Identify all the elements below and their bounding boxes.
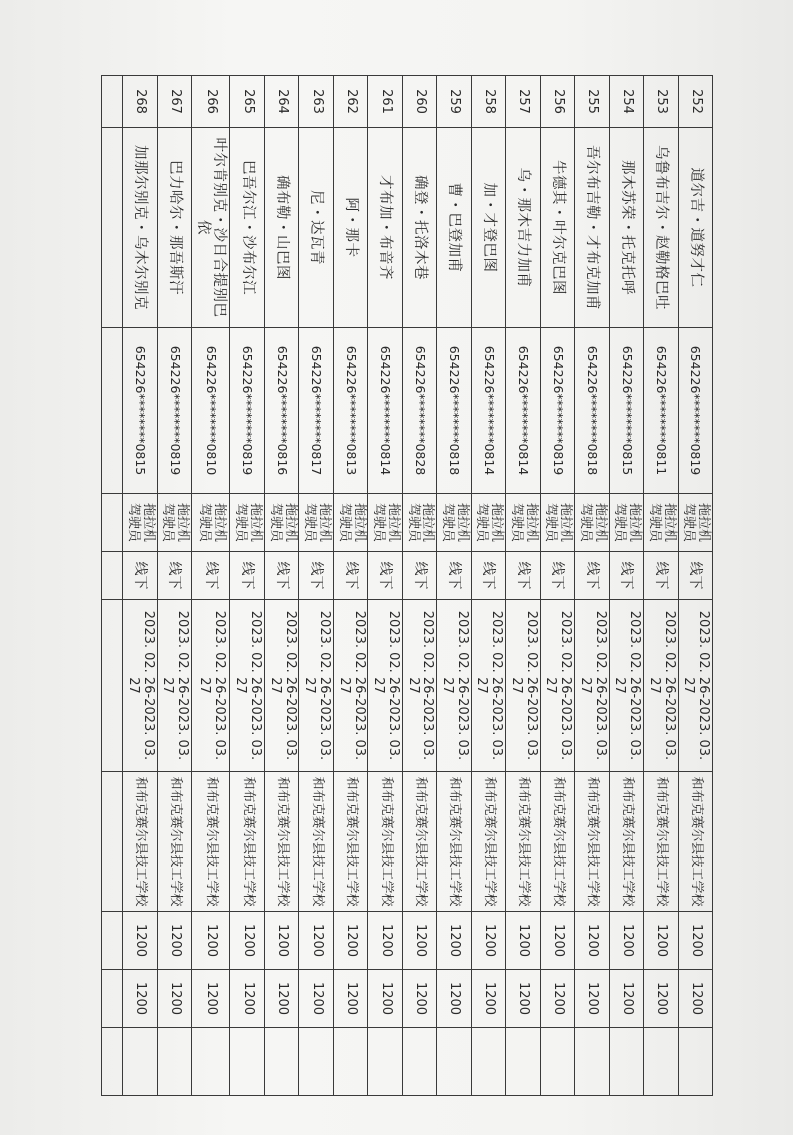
subsidy-amount: 1200	[644, 912, 678, 970]
training-period: 2023. 02. 26-2023. 03. 27	[123, 600, 158, 772]
roster-body	[102, 76, 713, 1096]
id-number: 654226********0817	[299, 328, 333, 494]
trainee-name: 叶尔肯别克・沙日合提别巴依	[192, 128, 230, 328]
id-number: 654226********0811	[644, 328, 678, 494]
row-number: 265	[230, 76, 264, 128]
rotated-table-frame	[101, 75, 713, 1095]
trainee-name: 尼・达瓦青	[299, 128, 333, 328]
table-row	[609, 76, 643, 1096]
training-period: 2023. 02. 26-2023. 03. 27	[678, 600, 712, 772]
subsidy-amount: 1200	[299, 912, 333, 970]
training-institution: 和布克赛尔县技工学校	[644, 772, 678, 912]
empty-cell	[437, 1028, 471, 1096]
empty-cell	[102, 552, 123, 600]
table-row	[506, 76, 540, 1096]
empty-cell	[471, 1028, 505, 1096]
training-institution: 和布克赛尔县技工学校	[230, 772, 264, 912]
training-mode: 线下	[123, 552, 158, 600]
training-period: 2023. 02. 26-2023. 03. 27	[402, 600, 436, 772]
subsidy-amount: 1200	[437, 912, 471, 970]
job-type: 拖拉机驾驶员	[678, 494, 712, 552]
row-number: 267	[157, 76, 191, 128]
empty-cell	[540, 1028, 574, 1096]
training-institution: 和布克赛尔县技工学校	[678, 772, 712, 912]
training-mode: 线下	[575, 552, 609, 600]
training-period: 2023. 02. 26-2023. 03. 27	[192, 600, 230, 772]
row-number: 258	[471, 76, 505, 128]
table-row	[368, 76, 402, 1096]
empty-cell	[402, 1028, 436, 1096]
subsidy-paid: 1200	[437, 970, 471, 1028]
subsidy-amount: 1200	[333, 912, 367, 970]
trainee-name: 确布勒・山巴图	[264, 128, 298, 328]
training-period: 2023. 02. 26-2023. 03. 27	[157, 600, 191, 772]
training-mode: 线下	[368, 552, 402, 600]
subsidy-paid: 1200	[299, 970, 333, 1028]
empty-cell	[192, 1028, 230, 1096]
row-number: 260	[402, 76, 436, 128]
trainee-name: 阿・那卡	[333, 128, 367, 328]
training-period: 2023. 02. 26-2023. 03. 27	[333, 600, 367, 772]
training-mode: 线下	[230, 552, 264, 600]
training-period: 2023. 02. 26-2023. 03. 27	[264, 600, 298, 772]
id-number: 654226********0819	[678, 328, 712, 494]
training-institution: 和布克赛尔县技工学校	[437, 772, 471, 912]
job-type: 拖拉机驾驶员	[299, 494, 333, 552]
training-institution: 和布克赛尔县技工学校	[333, 772, 367, 912]
empty-cell	[123, 1028, 158, 1096]
id-number: 654226********0814	[471, 328, 505, 494]
empty-cell	[102, 128, 123, 328]
subsidy-paid: 1200	[368, 970, 402, 1028]
training-period: 2023. 02. 26-2023. 03. 27	[230, 600, 264, 772]
row-number: 252	[678, 76, 712, 128]
job-type: 拖拉机驾驶员	[506, 494, 540, 552]
empty-cell	[102, 970, 123, 1028]
training-mode: 线下	[540, 552, 574, 600]
id-number: 654226********0828	[402, 328, 436, 494]
id-number: 654226********0815	[609, 328, 643, 494]
training-institution: 和布克赛尔县技工学校	[471, 772, 505, 912]
id-number: 654226********0814	[368, 328, 402, 494]
row-number: 266	[192, 76, 230, 128]
empty-cell	[102, 1028, 123, 1096]
row-number: 254	[609, 76, 643, 128]
empty-cell	[230, 1028, 264, 1096]
training-period: 2023. 02. 26-2023. 03. 27	[471, 600, 505, 772]
empty-cell	[333, 1028, 367, 1096]
trainee-name: 加那尔别克・乌木尔别克	[123, 128, 158, 328]
empty-cell	[102, 600, 123, 772]
training-period: 2023. 02. 26-2023. 03. 27	[575, 600, 609, 772]
empty-cell	[102, 76, 123, 128]
row-number: 253	[644, 76, 678, 128]
job-type: 拖拉机驾驶员	[437, 494, 471, 552]
table-row	[644, 76, 678, 1096]
job-type: 拖拉机驾驶员	[230, 494, 264, 552]
training-institution: 和布克赛尔县技工学校	[299, 772, 333, 912]
table-row	[437, 76, 471, 1096]
trainee-name: 巴吾尔江・沙布尔江	[230, 128, 264, 328]
trainee-name: 曹・巴登加甫	[437, 128, 471, 328]
subsidy-paid: 1200	[192, 970, 230, 1028]
subsidy-paid: 1200	[402, 970, 436, 1028]
training-mode: 线下	[609, 552, 643, 600]
training-mode: 线下	[402, 552, 436, 600]
subsidy-paid: 1200	[575, 970, 609, 1028]
training-period: 2023. 02. 26-2023. 03. 27	[437, 600, 471, 772]
training-institution: 和布克赛尔县技工学校	[609, 772, 643, 912]
subsidy-paid: 1200	[471, 970, 505, 1028]
training-mode: 线下	[264, 552, 298, 600]
training-period: 2023. 02. 26-2023. 03. 27	[368, 600, 402, 772]
id-number: 654226********0815	[123, 328, 158, 494]
row-number: 256	[540, 76, 574, 128]
training-mode: 线下	[299, 552, 333, 600]
id-number: 654226********0819	[157, 328, 191, 494]
trainee-name: 乌鲁布吉尔・赵勒格巴吐	[644, 128, 678, 328]
training-mode: 线下	[333, 552, 367, 600]
empty-cell	[368, 1028, 402, 1096]
subsidy-paid: 1200	[506, 970, 540, 1028]
row-number: 261	[368, 76, 402, 128]
training-period: 2023. 02. 26-2023. 03. 27	[644, 600, 678, 772]
job-type: 拖拉机驾驶员	[471, 494, 505, 552]
table-row	[264, 76, 298, 1096]
id-number: 654226********0816	[264, 328, 298, 494]
subsidy-amount: 1200	[264, 912, 298, 970]
table-row	[678, 76, 712, 1096]
trainee-name: 吾尔布吉勒・才布克加甫	[575, 128, 609, 328]
empty-cell	[102, 912, 123, 970]
training-institution: 和布克赛尔县技工学校	[575, 772, 609, 912]
row-number: 262	[333, 76, 367, 128]
empty-cell	[264, 1028, 298, 1096]
empty-cell	[102, 328, 123, 494]
empty-cell	[102, 772, 123, 912]
job-type: 拖拉机驾驶员	[609, 494, 643, 552]
job-type: 拖拉机驾驶员	[123, 494, 158, 552]
subsidy-paid: 1200	[609, 970, 643, 1028]
job-type: 拖拉机驾驶员	[575, 494, 609, 552]
id-number: 654226********0819	[230, 328, 264, 494]
training-period: 2023. 02. 26-2023. 03. 27	[540, 600, 574, 772]
row-number: 268	[123, 76, 158, 128]
training-mode: 线下	[678, 552, 712, 600]
empty-cell	[644, 1028, 678, 1096]
training-mode: 线下	[644, 552, 678, 600]
row-number: 259	[437, 76, 471, 128]
training-mode: 线下	[506, 552, 540, 600]
subsidy-amount: 1200	[192, 912, 230, 970]
subsidy-paid: 1200	[333, 970, 367, 1028]
empty-cell	[506, 1028, 540, 1096]
training-mode: 线下	[471, 552, 505, 600]
roster-table	[101, 75, 713, 1096]
training-mode: 线下	[192, 552, 230, 600]
trainee-name: 巴力哈尔・那吾斯汗	[157, 128, 191, 328]
training-institution: 和布克赛尔县技工学校	[264, 772, 298, 912]
subsidy-amount: 1200	[575, 912, 609, 970]
subsidy-paid: 1200	[230, 970, 264, 1028]
job-type: 拖拉机驾驶员	[157, 494, 191, 552]
table-row	[471, 76, 505, 1096]
job-type: 拖拉机驾驶员	[192, 494, 230, 552]
training-institution: 和布克赛尔县技工学校	[157, 772, 191, 912]
trainee-name: 牛德其・叶尔克巴图	[540, 128, 574, 328]
table-row	[123, 76, 158, 1096]
row-number: 263	[299, 76, 333, 128]
training-institution: 和布克赛尔县技工学校	[506, 772, 540, 912]
table-row	[402, 76, 436, 1096]
job-type: 拖拉机驾驶员	[368, 494, 402, 552]
subsidy-paid: 1200	[678, 970, 712, 1028]
subsidy-paid: 1200	[157, 970, 191, 1028]
table-row	[299, 76, 333, 1096]
subsidy-amount: 1200	[506, 912, 540, 970]
training-period: 2023. 02. 26-2023. 03. 27	[609, 600, 643, 772]
table-row	[230, 76, 264, 1096]
table-row	[192, 76, 230, 1096]
row-number: 264	[264, 76, 298, 128]
job-type: 拖拉机驾驶员	[264, 494, 298, 552]
empty-cell	[678, 1028, 712, 1096]
training-institution: 和布克赛尔县技工学校	[540, 772, 574, 912]
trainee-name: 乌・那木吉力加甫	[506, 128, 540, 328]
job-type: 拖拉机驾驶员	[644, 494, 678, 552]
training-period: 2023. 02. 26-2023. 03. 27	[299, 600, 333, 772]
trainee-name: 那木苏荣・托克托呼	[609, 128, 643, 328]
table-row	[540, 76, 574, 1096]
subsidy-amount: 1200	[678, 912, 712, 970]
training-institution: 和布克赛尔县技工学校	[123, 772, 158, 912]
trainee-name: 确登・托洛木巷	[402, 128, 436, 328]
subsidy-paid: 1200	[264, 970, 298, 1028]
id-number: 654226********0810	[192, 328, 230, 494]
empty-row	[102, 76, 123, 1096]
trainee-name: 加・才登巴图	[471, 128, 505, 328]
empty-cell	[575, 1028, 609, 1096]
job-type: 拖拉机驾驶员	[540, 494, 574, 552]
training-mode: 线下	[157, 552, 191, 600]
empty-cell	[102, 494, 123, 552]
subsidy-amount: 1200	[609, 912, 643, 970]
empty-cell	[299, 1028, 333, 1096]
empty-cell	[609, 1028, 643, 1096]
training-period: 2023. 02. 26-2023. 03. 27	[506, 600, 540, 772]
subsidy-paid: 1200	[644, 970, 678, 1028]
subsidy-amount: 1200	[471, 912, 505, 970]
training-institution: 和布克赛尔县技工学校	[368, 772, 402, 912]
empty-cell	[157, 1028, 191, 1096]
subsidy-amount: 1200	[540, 912, 574, 970]
id-number: 654226********0818	[437, 328, 471, 494]
id-number: 654226********0819	[540, 328, 574, 494]
trainee-name: 才布加・布音齐	[368, 128, 402, 328]
row-number: 255	[575, 76, 609, 128]
subsidy-amount: 1200	[230, 912, 264, 970]
subsidy-amount: 1200	[157, 912, 191, 970]
subsidy-amount: 1200	[368, 912, 402, 970]
job-type: 拖拉机驾驶员	[402, 494, 436, 552]
table-row	[157, 76, 191, 1096]
subsidy-amount: 1200	[123, 912, 158, 970]
table-row	[333, 76, 367, 1096]
table-row	[575, 76, 609, 1096]
subsidy-paid: 1200	[540, 970, 574, 1028]
job-type: 拖拉机驾驶员	[333, 494, 367, 552]
id-number: 654226********0818	[575, 328, 609, 494]
row-number: 257	[506, 76, 540, 128]
id-number: 654226********0814	[506, 328, 540, 494]
id-number: 654226********0813	[333, 328, 367, 494]
trainee-name: 道尔吉・道努才仁	[678, 128, 712, 328]
training-institution: 和布克赛尔县技工学校	[192, 772, 230, 912]
subsidy-paid: 1200	[123, 970, 158, 1028]
training-mode: 线下	[437, 552, 471, 600]
subsidy-amount: 1200	[402, 912, 436, 970]
training-institution: 和布克赛尔县技工学校	[402, 772, 436, 912]
